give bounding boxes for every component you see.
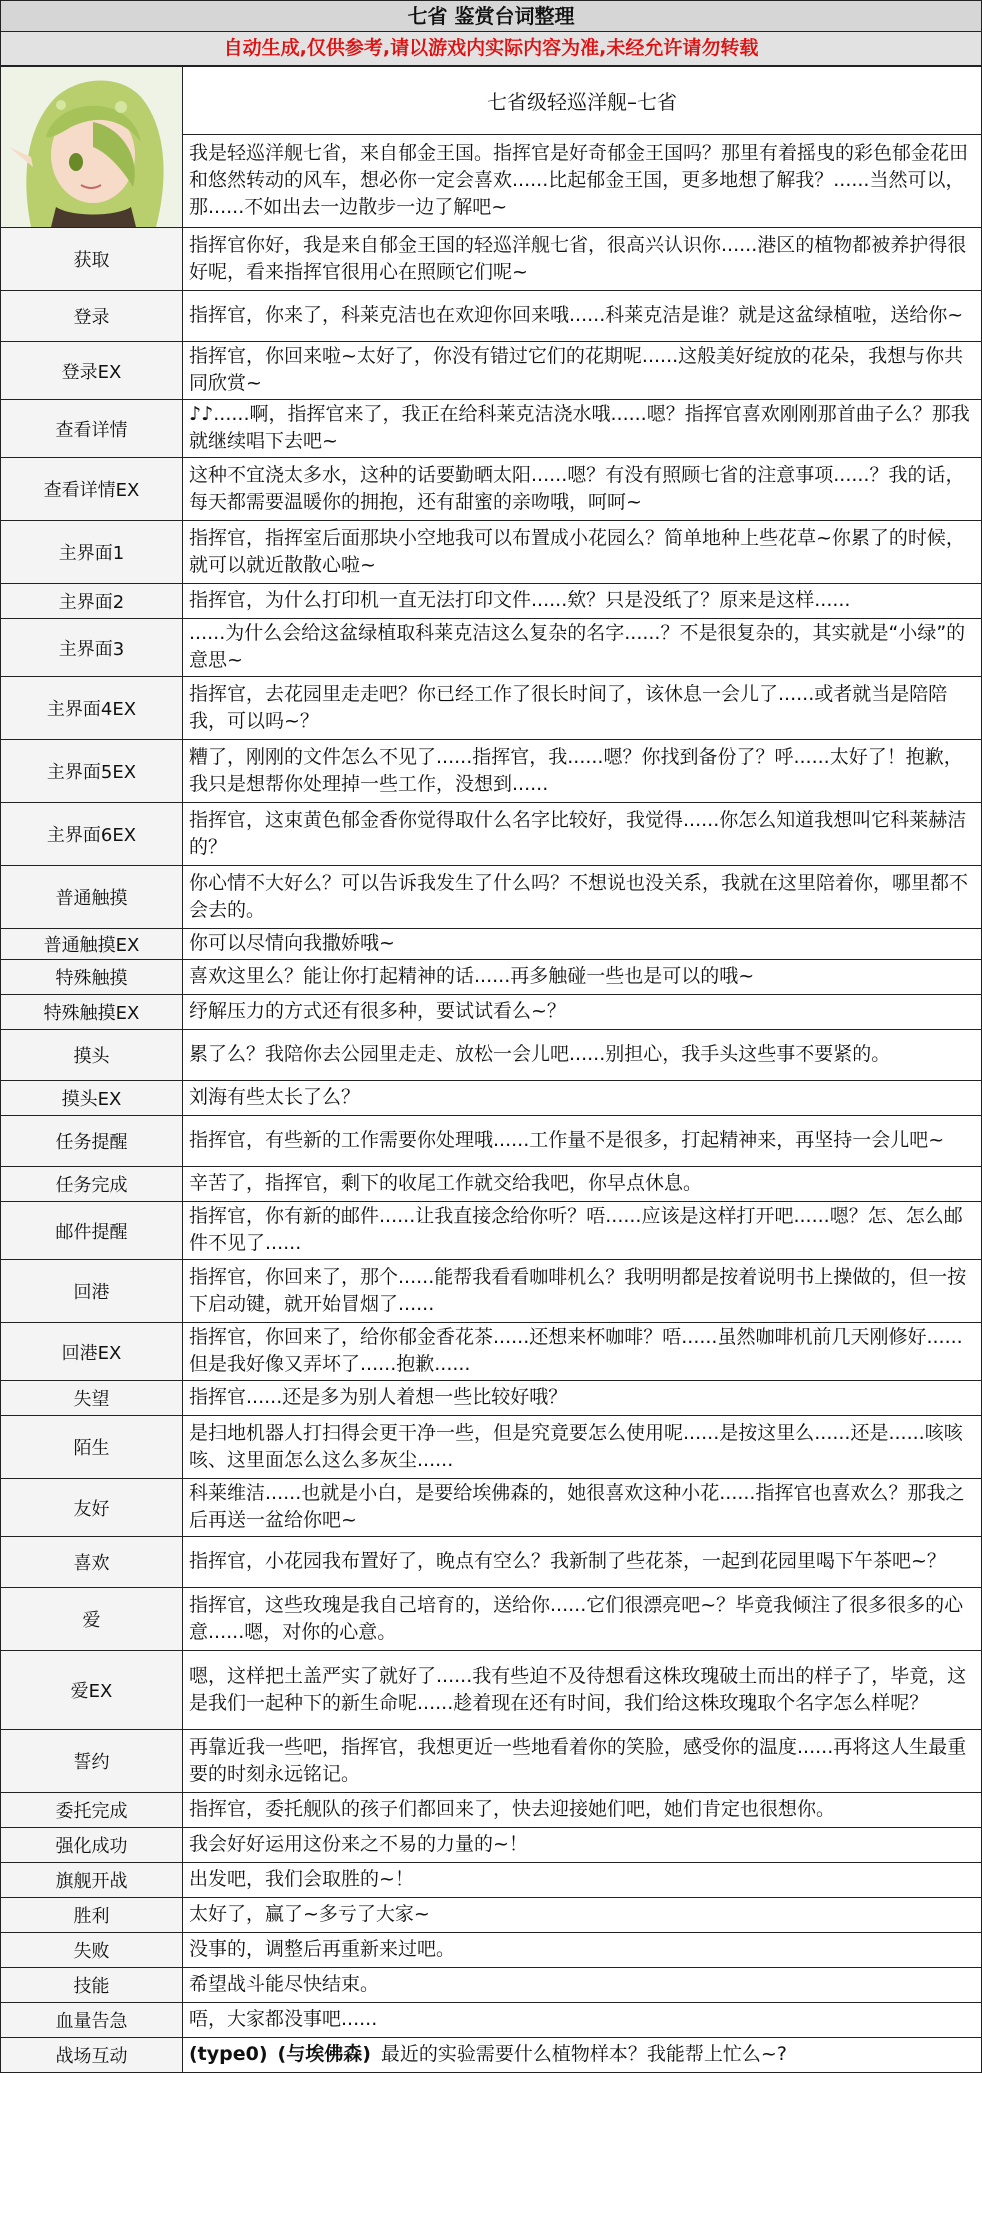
voice-line-row [1,619,982,677]
voice-line-text: 唔，大家都没事吧...... [183,2003,982,2038]
voice-line-text: 没事的，调整后再重新来过吧。 [183,1933,982,1968]
voice-line-row [1,803,982,866]
partner-tag: (与埃佛森) [277,2043,371,2065]
battle-interaction-label: 战场互动 [1,2038,183,2073]
voice-line-row [1,584,982,619]
voice-line-row [1,677,982,740]
voice-line-row [1,1828,982,1863]
voice-line-row [1,1202,982,1260]
voice-line-label: 旗舰开战 [1,1863,183,1898]
voice-line-text: 出发吧，我们会取胜的~！ [183,1863,982,1898]
voice-line-text: 指挥官，去花园里走走吧？你已经工作了很长时间了，该休息一会儿了......或者就当是陪陪我，可以吗~？ [183,677,982,740]
voice-line-text: 再靠近我一些吧，指挥官，我想更近一些地看着你的笑脸，感受你的温度......再将这人生最重要的时刻永远铭记。 [183,1730,982,1793]
ship-name-row [1,67,982,135]
voice-line-row [1,1479,982,1537]
voice-line-label: 查看详情 [1,400,183,458]
voice-line-label: 失败 [1,1933,183,1968]
voice-line-text: 纾解压力的方式还有很多种，要试试看么~？ [183,995,982,1030]
voice-line-text: 累了么？我陪你去公园里走走、放松一会儿吧......别担心，我手头这些事不要紧的。 [183,1030,982,1081]
voice-line-label: 邮件提醒 [1,1202,183,1260]
voice-line-text: 这种不宜浇太多水，这种的话要勤晒太阳......嗯？有没有照顾七省的注意事项......？我的话，每天都需要温暖你的拥抱，还有甜蜜的亲吻哦，呵呵~ [183,458,982,521]
voice-line-row [1,1898,982,1933]
battle-interaction-cell [183,2038,982,2073]
voice-line-row [1,929,982,960]
voice-line-label: 查看详情EX [1,458,183,521]
voice-line-label: 主界面3 [1,619,183,677]
voice-line-label: 普通触摸EX [1,929,183,960]
voice-line-label: 陌生 [1,1416,183,1479]
voice-line-row [1,1260,982,1323]
voice-line-row [1,1030,982,1081]
voice-line-label: 摸头 [1,1030,183,1081]
voice-line-label: 强化成功 [1,1828,183,1863]
ship-portrait [1,67,183,228]
voice-line-label: 登录 [1,291,183,342]
voice-line-text: 指挥官，为什么打印机一直无法打印文件......欸？只是没纸了？原来是这样...... [183,584,982,619]
voice-line-row [1,1167,982,1202]
voice-line-text: 科莱维洁......也就是小白，是要给埃佛森的，她很喜欢这种小花......指挥官也喜欢么？那我之后再送一盆给你吧~ [183,1479,982,1537]
voice-line-label: 任务完成 [1,1167,183,1202]
voice-line-label: 特殊触摸EX [1,995,183,1030]
voice-line-text: 嗯，这样把土盖严实了就好了......我有些迫不及待想看这株玫瑰破土而出的样子了，毕竟，这是我们一起种下的新生命呢......趁着现在还有时间，我们给这株玫瑰取个名字怎么样呢？ [183,1651,982,1730]
voice-line-row [1,1588,982,1651]
voice-line-row [1,995,982,1030]
voice-line-row [1,1793,982,1828]
voice-line-row [1,960,982,995]
copyright-notice: 自动生成,仅供参考,请以游戏内实际内容为准,未经允许请勿转载 [0,32,982,66]
page-title: 七省 鉴赏台词整理 [0,0,982,32]
voice-line-label: 失望 [1,1381,183,1416]
voice-line-row [1,1416,982,1479]
voice-line-row [1,1863,982,1898]
voice-line-label: 血量告急 [1,2003,183,2038]
voice-line-text: 指挥官，你回来啦~太好了，你没有错过它们的花期呢......这般美好绽放的花朵，我想与你共同欣赏~ [183,342,982,400]
voice-line-text: 指挥官，有些新的工作需要你处理哦......工作量不是很多，打起精神来，再坚持一会儿吧~ [183,1116,982,1167]
voice-line-table [0,66,982,2073]
voice-line-text: ♪♪......啊，指挥官来了，我正在给科莱克洁浇水哦......嗯？指挥官喜欢刚刚那首曲子么？那我就继续唱下去吧~ [183,400,982,458]
voice-line-label: 主界面1 [1,521,183,584]
voice-line-row [1,521,982,584]
voice-line-row [1,342,982,400]
voice-line-row [1,866,982,929]
voice-line-row [1,400,982,458]
voice-line-text: 是扫地机器人打扫得会更干净一些，但是究竟要怎么使用呢......是按这里么......还是......咳咳咳、这里面怎么这么多灰尘...... [183,1416,982,1479]
ship-intro: 我是轻巡洋舰七省，来自郁金王国。指挥官是好奇郁金王国吗？那里有着摇曳的彩色郁金花田和悠然转动的风车，想必你一定会喜欢......比起郁金王国，更多地想了解我？......当然可以，那......不如出去一边散步一边了解吧~ [183,134,982,227]
voice-line-row [1,740,982,803]
voice-line-label: 普通触摸 [1,866,183,929]
voice-line-row [1,228,982,291]
voice-line-text: 指挥官你好，我是来自郁金王国的轻巡洋舰七省，很高兴认识你......港区的植物都被养护得很好呢，看来指挥官很用心在照顾它们呢~ [183,228,982,291]
voice-line-row [1,1933,982,1968]
voice-line-row [1,1730,982,1793]
voice-line-text: 指挥官，指挥室后面那块小空地我可以布置成小花园么？简单地种上些花草~你累了的时候，就可以就近散散心啦~ [183,521,982,584]
voice-line-row [1,1537,982,1588]
voice-line-text: 指挥官，你来了，科莱克洁也在欢迎你回来哦......科莱克洁是谁？就是这盆绿植啦，送给你~ [183,291,982,342]
voice-line-label: 特殊触摸 [1,960,183,995]
voice-line-text: 指挥官，这束黄色郁金香你觉得取什么名字比较好，我觉得......你怎么知道我想叫它科莱赫洁的？ [183,803,982,866]
battle-interaction-content [189,2041,975,2068]
voice-line-row [1,1968,982,2003]
voice-line-label: 胜利 [1,1898,183,1933]
voice-line-label: 友好 [1,1479,183,1537]
voice-line-label: 回港EX [1,1323,183,1381]
voice-line-text: 喜欢这里么？能让你打起精神的话......再多触碰一些也是可以的哦~ [183,960,982,995]
voice-line-row [1,1116,982,1167]
voice-line-label: 主界面6EX [1,803,183,866]
battle-line-text: 最近的实验需要什么植物样本？我能帮上忙么~? [380,2043,787,2065]
voice-line-text: 辛苦了，指挥官，剩下的收尾工作就交给我吧，你早点休息。 [183,1167,982,1202]
voice-line-label: 任务提醒 [1,1116,183,1167]
voice-line-text: 指挥官，委托舰队的孩子们都回来了，快去迎接她们吧，她们肯定也很想你。 [183,1793,982,1828]
voice-line-label: 获取 [1,228,183,291]
voice-line-row [1,1323,982,1381]
voice-line-label: 爱 [1,1588,183,1651]
voice-line-text: 指挥官，你回来了，给你郁金香花茶......还想来杯咖啡？唔......虽然咖啡机前几天刚修好......但是我好像又弄坏了......抱歉...... [183,1323,982,1381]
voice-line-text: 刘海有些太长了么？ [183,1081,982,1116]
voice-line-label: 摸头EX [1,1081,183,1116]
voice-line-text: 指挥官，你回来了，那个......能帮我看看咖啡机么？我明明都是按着说明书上操做的，但一按下启动键，就开始冒烟了...... [183,1260,982,1323]
voice-line-text: 指挥官，这些玫瑰是我自己培育的，送给你......它们很漂亮吧~？毕竟我倾注了很多很多的心意......嗯，对你的心意。 [183,1588,982,1651]
voice-line-text: 指挥官，小花园我布置好了，晚点有空么？我新制了些花茶，一起到花园里喝下午茶吧~？ [183,1537,982,1588]
voice-line-text: 你心情不大好么？可以告诉我发生了什么吗？不想说也没关系，我就在这里陪着你，哪里都不会去的。 [183,866,982,929]
voice-line-text: 你可以尽情向我撒娇哦~ [183,929,982,960]
voice-line-label: 爱EX [1,1651,183,1730]
portrait-illustration-icon [1,67,182,227]
ship-name: 七省级轻巡洋舰–七省 [183,67,982,135]
voice-line-label: 登录EX [1,342,183,400]
voice-line-row [1,1651,982,1730]
battle-interaction-row [1,2038,982,2073]
voice-line-row [1,291,982,342]
voice-line-label: 回港 [1,1260,183,1323]
voice-line-label: 技能 [1,1968,183,2003]
voice-line-label: 主界面5EX [1,740,183,803]
voice-line-text: 我会好好运用这份来之不易的力量的~！ [183,1828,982,1863]
voice-line-text: 指挥官，你有新的邮件......让我直接念给你听？唔......应该是这样打开吧......嗯？怎、怎么邮件不见了...... [183,1202,982,1260]
voice-line-text: 指挥官......还是多为别人着想一些比较好哦？ [183,1381,982,1416]
voice-line-text: 糟了，刚刚的文件怎么不见了......指挥官，我......嗯？你找到备份了？呼......太好了！抱歉，我只是想帮你处理掉一些工作，没想到...... [183,740,982,803]
voice-line-row [1,1381,982,1416]
voice-line-row [1,2003,982,2038]
voice-line-label: 喜欢 [1,1537,183,1588]
voice-line-row [1,458,982,521]
voice-line-label: 委托完成 [1,1793,183,1828]
voice-line-text: 希望战斗能尽快结束。 [183,1968,982,2003]
type-tag: (type0) [189,2043,268,2065]
voice-line-row [1,1081,982,1116]
voice-line-text: ......为什么会给这盆绿植取科莱克洁这么复杂的名字......？不是很复杂的，其实就是“小绿”的意思~ [183,619,982,677]
voice-line-label: 主界面2 [1,584,183,619]
voice-line-text: 太好了，赢了~多亏了大家~ [183,1898,982,1933]
voice-line-label: 誓约 [1,1730,183,1793]
voice-line-label: 主界面4EX [1,677,183,740]
